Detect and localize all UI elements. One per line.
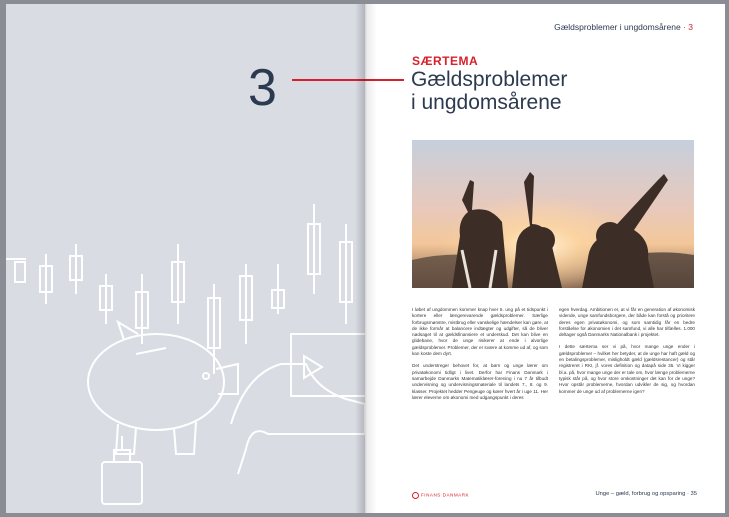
footer-logo bbox=[412, 492, 469, 499]
section-kicker: SÆRTEMA bbox=[412, 54, 479, 68]
running-header-page: · 3 bbox=[683, 22, 693, 32]
page-title-line-2: i ungdomsårene bbox=[411, 91, 562, 114]
body-column-2 bbox=[559, 307, 695, 401]
running-header bbox=[554, 22, 693, 32]
logo-mark-icon bbox=[412, 492, 419, 499]
body-paragraph: Det understreger behovet for, at børn og unge lærer om privatøkonomi tidligt i livet. Derfor har Finans Danmark i samarbejde Danmarks Matematiklærer-forening i nu 7 år tilbudt undervisning og undervisningsmateriale til landets 7., 8. og 9. klasser. Projektet hedder Pengeuge og kører hvert år i uge 11. Her lærer eleverne om økonomi med udgangspunkt i deres bbox=[412, 363, 548, 400]
piggy-bank-illustration bbox=[88, 322, 238, 454]
running-header-title: Gældsproblemer i ungdomsårene bbox=[554, 22, 681, 32]
running-footer-title: Unge – gæld, forbrug og opsparing bbox=[595, 491, 686, 497]
high-heel-shoe-illustration bbox=[231, 364, 365, 474]
sunset-photo-image bbox=[412, 140, 694, 288]
body-paragraph: egen hverdag. Ambitionen er, at vi får en generation af økonomisk vidende, unge samfundsborgere, der både kan forstå og prioritere deres egen privatøkonomi, og som samtidig får en bedre forståelse for økonomien i det samfund, vi alle har tilfælles. 1.000 deltager også Danmarks Nationalbank i projektet. bbox=[559, 307, 695, 338]
page-number: 35 bbox=[690, 491, 697, 497]
footer-logo-text: FINANS DANMARK bbox=[421, 492, 470, 498]
running-footer bbox=[595, 491, 697, 497]
chapter-number: 3 bbox=[248, 59, 277, 117]
perfume-bottle-illustration bbox=[102, 436, 142, 504]
chapter-rule bbox=[292, 79, 404, 81]
sunset-photo bbox=[412, 140, 694, 288]
candlestick-chart-illustration bbox=[6, 204, 352, 374]
footer-separator: · bbox=[687, 491, 691, 497]
body-paragraph: I dette særtema ser vi på, hvor mange unge ender i gældsproblemer – hvilket her betyder, at de unge har haft gæld og en betalingsproblemer, misligholdt gæld (gældsrestancer) og står registreret i RKI, jf. vores definition og datapå side 35. Vi kigger bl.a. på, hvor mange unge der er tale om, hvor længe problemerne typisk står på, og hvor store omkostninger det kan for de unge? Hvor opstår problemerne, hvordan udvikler de sig, og hvordan kommer de unge ud af problemerne igen? bbox=[559, 344, 695, 394]
page-title-line-1: Gældsproblemer bbox=[411, 68, 568, 91]
body-paragraph: I løbet af ungdommen kommer knap hver 5. ung på et tidspunkt i kortere eller længerevarende gældsproblemer. Særlige forbrugsmønstre, mistbrug eller vanskelige hændelser kan gøre, at de ikke formår at balancere indtægter og udgifter, så de bliver nødsaget til at gældsfinansiere et underskud. Det kan blive en glidebane, hvor de unge risikerer at ende i alvorlige gældsproblemer. Problemer, der er svære at komme ud af, og som kan koste dem dyrt. bbox=[412, 307, 548, 357]
page-title bbox=[411, 68, 651, 114]
body-column-1 bbox=[412, 307, 548, 407]
